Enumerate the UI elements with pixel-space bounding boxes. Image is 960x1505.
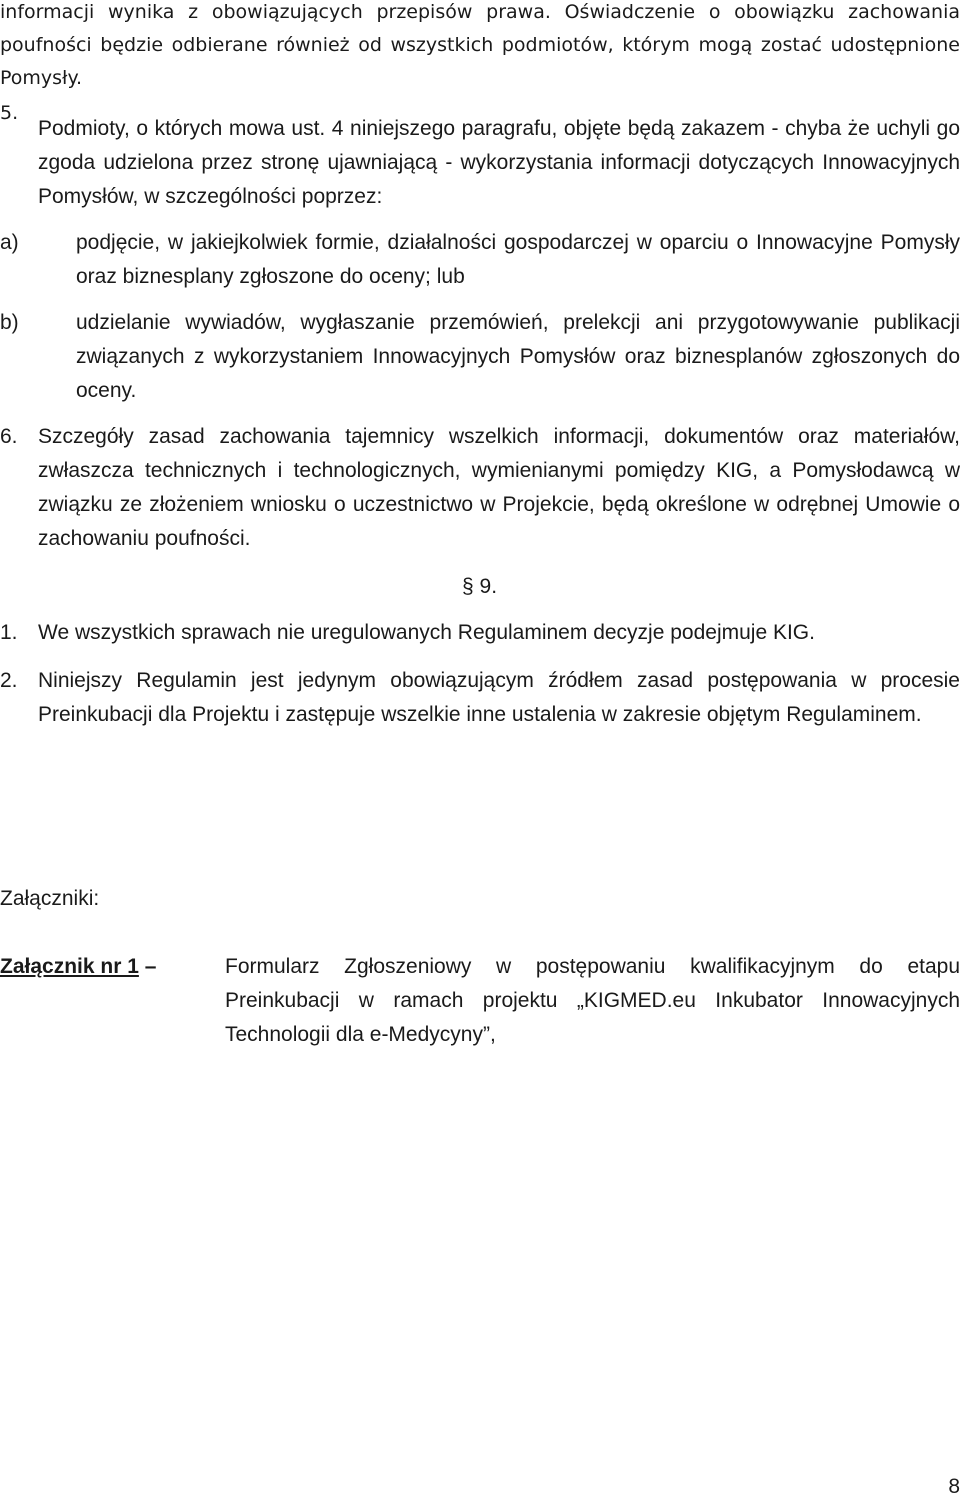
section-9-item-1-text: We wszystkich sprawach nie uregulowanych Regulaminem decyzje podejmuje KIG. <box>38 621 815 644</box>
attachment-1-dash: – <box>138 955 157 978</box>
page-number: 8 <box>948 1475 960 1498</box>
paragraph-continuation: informacji wynika z obowiązujących przepisów prawa. Oświadczenie o obowiązku zachowania poufności będzie odbierane również od wszystkich podmiotów, którym mogą zostać udostępnione Pomysły. <box>0 1 960 89</box>
attachment-1-label: Załącznik nr 1 <box>0 955 139 978</box>
item-b-label: b) <box>0 311 19 334</box>
paragraph-5-number: 5. <box>0 102 19 124</box>
paragraph-6-text: Szczegóły zasad zachowania tajemnicy wszelkich informacji, dokumentów oraz materiałów, zwłaszcza technicznych i technologicznych, wymienianymi pomiędzy KIG, a Pomysłodawcą w związku ze złożeniem wniosku o uczestnictwo w Projekcie, będą określone w odrębnej Umowie o zachowaniu poufności. <box>38 425 960 550</box>
section-9-item-2-text: Niniejszy Regulamin jest jedynym obowiązującym źródłem zasad postępowania w procesie Preinkubacji dla Projektu i zastępuje wszelkie inne ustalenia w zakresie objętym Regulaminem. <box>38 669 960 726</box>
section-9-heading: § 9. <box>462 575 498 598</box>
attachments-heading: Załączniki: <box>0 887 100 910</box>
section-9-item-2-number: 2. <box>0 669 18 692</box>
item-a-label: a) <box>0 231 19 254</box>
attachment-1-description: Formularz Zgłoszeniowy w postępowaniu kwalifikacyjnym do etapu Preinkubacji w ramach projektu „KIGMED.eu Inkubator Innowacyjnych Technologii dla e-Medycyny”, <box>225 955 960 1046</box>
attachment-1-label-group <box>0 950 156 984</box>
paragraph-6-number: 6. <box>0 425 18 448</box>
item-b-text: udzielanie wywiadów, wygłaszanie przemówień, prelekcji ani przygotowywanie publikacji związanych z wykorzystaniem Innowacyjnych Pomysłów oraz biznesplanów zgłoszonych do oceny. <box>76 311 960 402</box>
paragraph-5-text: Podmioty, o których mowa ust. 4 niniejszego paragrafu, objęte będą zakazem - chyba że uchyli go zgoda udzielona przez stronę ujawniającą - wykorzystania informacji dotyczących Innowacyjnych Pomysłów, w szczególności poprzez: <box>38 117 960 208</box>
item-a-text: podjęcie, w jakiejkolwiek formie, działalności gospodarczej w oparciu o Innowacyjne Pomysły oraz biznesplany zgłoszone do oceny; lub <box>76 231 960 288</box>
section-9-item-1-number: 1. <box>0 621 18 644</box>
